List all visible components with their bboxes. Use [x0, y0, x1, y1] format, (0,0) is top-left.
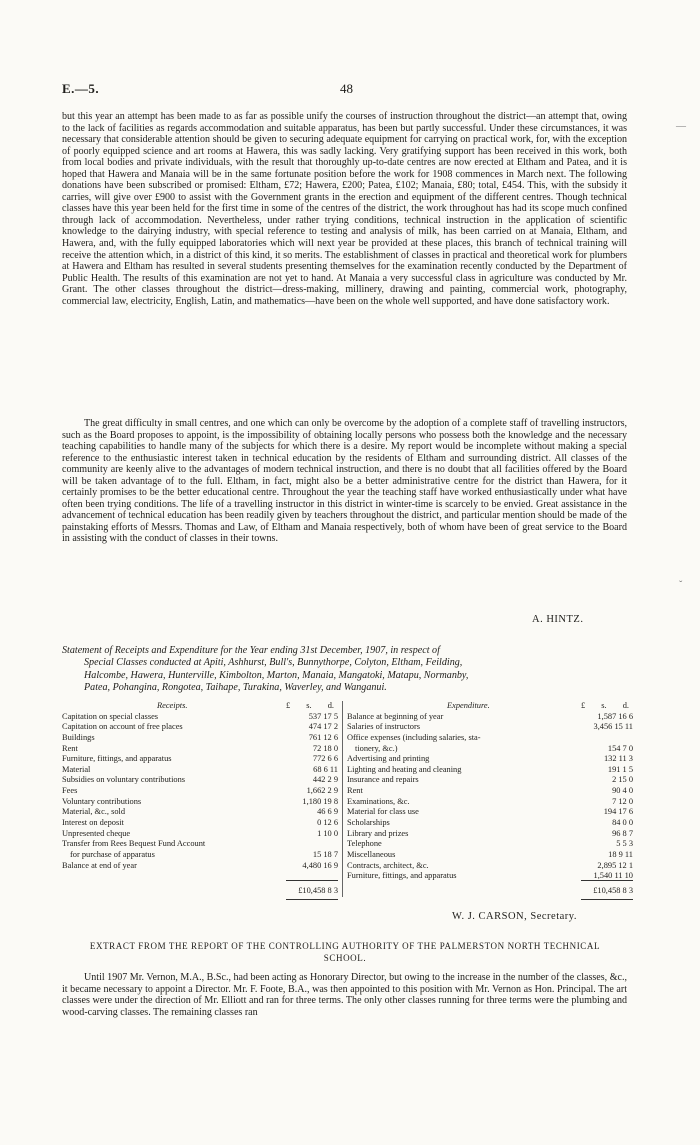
ledger-row-amount: 4,480 16 9 — [302, 860, 338, 870]
statement-line-1: Statement of Receipts and Expenditure for the Year ending 31st December, 1907, in respect of — [62, 645, 440, 656]
ledger-row-amount: 442 2 9 — [312, 775, 338, 785]
ledger-row — [347, 829, 633, 840]
ledger-row — [62, 861, 338, 872]
report-paragraph-1 — [62, 111, 627, 307]
pence-header: d. — [622, 701, 629, 710]
ledger-row — [62, 839, 338, 850]
paragraph-text: but this year an attempt has been made to as far as possible unify the courses of instruction throughout the district—an attempt that, owing to the lack of facilities as regards accommodation and suitable apparatus, has been but partly successful. Under these circumstances, it was necessary that considerable attention should be given to securing adequate equipment for carrying on practical work, for, with the exception of poorly equipped science and art rooms at Hawera, this was sadly lacking. Very gratifying support has been received in this work, both from local bodies and private individuals, with the result that thoroughly up-to-date centres are now erected at Eltham and Patea, and it is hoped that Hawera and Manaia will be in the same fortunate position before the work for 1908 commences in March next. The following donations have been subscribed or promised: Eltham, £72; Hawera, £200; Patea, £102; Manaia, £80; total, £454. This, with the subsidy it carries, will give over £900 to assist with the Government grants in the erection and equipment of the different centres. Though technical classes have this year been held for the first time in some of the centres of the district, the work throughout has had its scope much confined through lack of accommodation. Nevertheless, under rather trying conditions, technical instruction in the application of scientific knowledge to the dairying industry, with special reference to testing and analysis of milk, has been carried on at Manaia, Eltham, and Hawera, and, with the fully equipped laboratories which will next year be provided at these places, this branch of technical training will receive the attention which, in a district of this kind, it so merits. The establishment of classes in practical and theoretical work for plumbers at Hawera and Eltham has resulted in several students presenting themselves for the examination recently conducted by the Department of Public Health. The results of this examination are not yet to hand. At Manaia a very successful class in agriculture was conducted by Mr. Grant. The other classes throughout the district—dress-making, millinery, drawing and painting, commercial work, photography, commercial law, electricity, English, Latin, and mathematics—have been on the whole well supported, and have done satisfactory work. — [62, 111, 627, 307]
ledger-row — [347, 765, 633, 776]
ledger-row — [62, 850, 338, 861]
ledger-row — [347, 839, 633, 850]
ledger-row-amount: 96 8 7 — [612, 828, 633, 838]
ledger-row-amount: 761 12 6 — [308, 732, 338, 742]
ledger-row-label: Library and prizes — [347, 828, 409, 838]
ledger-row-amount: 72 18 0 — [312, 743, 338, 753]
ledger-row — [62, 733, 338, 744]
ledger-row-label: Salaries of instructors — [347, 722, 421, 732]
expenditure-title: Expenditure. — [447, 701, 490, 710]
ledger-row — [347, 861, 633, 872]
ledger-row — [62, 818, 338, 829]
ledger-row-amount: 191 1 5 — [607, 764, 633, 774]
ledger-row-label: Miscellaneous — [347, 849, 396, 859]
ledger-row — [347, 712, 633, 723]
ledger-row-label: Balance at end of year — [62, 860, 137, 870]
expenditure-column — [342, 701, 633, 897]
ledger-row-label: Unpresented cheque — [62, 828, 131, 838]
ledger-row — [62, 797, 338, 808]
ledger-row — [62, 754, 338, 765]
pence-header: d. — [327, 701, 334, 710]
margin-mark: ˇ — [679, 580, 683, 591]
ledger-row-amount: 132 11 3 — [603, 754, 633, 764]
lsd-header — [286, 701, 334, 712]
report-paragraph-3 — [62, 972, 627, 1018]
ledger-row-amount: 18 9 11 — [608, 849, 633, 859]
shillings-header: s. — [306, 701, 312, 710]
ledger-row-amount: 194 17 6 — [603, 807, 633, 817]
lsd-header — [581, 701, 629, 712]
ledger-total: £10,458 8 3 — [593, 886, 633, 895]
ledger-row-amount: 474 17 2 — [308, 722, 338, 732]
shillings-header: s. — [601, 701, 607, 710]
ledger-row — [62, 765, 338, 776]
extract-heading — [62, 941, 628, 964]
ledger-row-label: Furniture, fittings, and apparatus — [62, 754, 172, 764]
ledger-row-label: Material for class use — [347, 807, 419, 817]
ledger-row-label: Lighting and heating and cleaning — [347, 764, 462, 774]
ledger-row-label: Insurance and repairs — [347, 775, 419, 785]
ledger-row-label: Material, &c., sold — [62, 807, 126, 817]
ledger-row-amount: 2,895 12 1 — [597, 860, 633, 870]
signature-hintz: A. HINTZ. — [532, 614, 584, 625]
ledger-row — [347, 722, 633, 733]
ledger-row-label: for purchase of apparatus — [70, 849, 155, 859]
ledger-row-amount: 0 12 6 — [317, 818, 338, 828]
statement-line-2: Special Classes conducted at Apiti, Ashhurst, Bull's, Bunnythorpe, Colyton, Eltham, Feilding, — [84, 657, 463, 669]
ledger-row-amount: 46 6 9 — [317, 807, 338, 817]
total-rule — [286, 880, 338, 881]
ledger-row-label: tionery, &c.) — [355, 743, 398, 753]
total-rule — [581, 899, 633, 900]
ledger-row-amount: 537 17 5 — [308, 711, 338, 721]
ledger-row-amount: 1,662 2 9 — [306, 786, 338, 796]
ledger-row-amount: 2 15 0 — [612, 775, 633, 785]
ledger-row-label: Fees — [62, 786, 78, 796]
ledger-row-label: Buildings — [62, 732, 95, 742]
ledger-row-label: Examinations, &c. — [347, 796, 410, 806]
ledger-row-amount: 772 6 6 — [312, 754, 338, 764]
ledger-row — [62, 829, 338, 840]
ledger-row-label: Capitation on special classes — [62, 711, 159, 721]
ledger-row-amount: 90 4 0 — [612, 786, 633, 796]
statement-line-4: Patea, Pohangina, Rongotea, Taihape, Turakina, Waverley, and Wanganui. — [84, 682, 387, 694]
receipts-column — [62, 701, 338, 895]
ledger-row-label: Rent — [62, 743, 78, 753]
ledger-row-amount: 3,456 15 11 — [593, 722, 633, 732]
ledger-row-amount: 15 18 7 — [312, 849, 338, 859]
receipts-header — [62, 701, 338, 712]
extract-heading-line-2: SCHOOL. — [323, 952, 367, 963]
ledger-row — [62, 807, 338, 818]
pounds-header: £ — [581, 701, 586, 710]
extract-heading-line-1: EXTRACT FROM THE REPORT OF THE CONTROLLING AUTHORITY OF THE PALMERSTON NORTH TECHNICAL — [89, 941, 601, 951]
ledger-row-label: Balance at beginning of year — [347, 711, 444, 721]
ledger-row-label: Telephone — [347, 839, 382, 849]
expenditure-header — [347, 701, 633, 712]
receipts-title: Receipts. — [157, 701, 188, 710]
ledger-row — [347, 744, 633, 755]
report-paragraph-2 — [62, 418, 627, 545]
ledger-row — [347, 786, 633, 797]
ledger-row-amount: 1 10 0 — [317, 828, 338, 838]
ledger-row-label: Voluntary contributions — [62, 796, 142, 806]
ledger-row — [62, 712, 338, 723]
series-code: E.—5. — [62, 81, 100, 96]
ledger-row-amount: 154 7 0 — [607, 743, 633, 753]
pounds-header: £ — [286, 701, 291, 710]
ledger-row — [347, 775, 633, 786]
ledger-row — [347, 754, 633, 765]
ledger-row — [62, 775, 338, 786]
ledger-row-amount: 7 12 0 — [612, 796, 633, 806]
statement-title — [62, 645, 628, 695]
ledger-row-label: Rent — [347, 786, 363, 796]
ledger-row — [62, 744, 338, 755]
ledger-row-label: Capitation on account of free places — [62, 722, 183, 732]
total-rule — [286, 899, 338, 900]
margin-mark: ― — [676, 121, 686, 132]
total-rule — [581, 880, 633, 881]
ledger-row-label: Transfer from Rees Bequest Fund Account — [62, 839, 206, 849]
ledger-row — [347, 807, 633, 818]
signature-carson: W. J. CARSON, Secretary. — [452, 911, 577, 922]
ledger-row-label: Scholarships — [347, 818, 390, 828]
paragraph-text: Until 1907 Mr. Vernon, M.A., B.Sc., had been acting as Honorary Director, but owing to the increase in the number of the classes, &c., it became necessary to appoint a Director. Mr. F. Foote, B.A., was then appointed to this position with Mr. Vernon as Hon. Principal. The art classes were under the direction of Mr. Elliott and ran for three terms. The only other classes running for three terms were the plumbing and wood-carving classes. The remaining classes ran — [62, 972, 627, 1018]
ledger-row-amount: 5 5 3 — [616, 839, 633, 849]
ledger-row-label: Material — [62, 764, 91, 774]
paragraph-text: The great difficulty in small centres, and one which can only be overcome by the adoption of a complete staff of travelling instructors, such as the Board proposes to appoint, is the impossibility of obtaining locally persons who possess both the knowledge and the necessary teaching capabilities to handle many of the subjects for which there is a desire. My report would be incomplete without making a special reference to the enthusiastic interest taken in technical education by the residents of Eltham and surrounding district. All classes of the community are keenly alive to the advantages of modern technical instruction, and there is no doubt that all facilities offered by the Board will be taken advantage of to the full. Eltham, in fact, might also be a better administrative centre for the district than Hawera, for it certainly promises to be the better educational centre. Throughout the year the teaching staff have worked enthusiastically under what have often been trying conditions. The life of a travelling instructor in this district in winter-time is scarcely to be envied. Great assistance in the advancement of technical education has been readily given by teachers throughout the district, and particular mention should be made of the painstaking efforts of Messrs. Thomas and Law, of Eltham and Manaia respectively, both of whom have been of great service to the Board in assisting with the conduct of classes in their towns. — [62, 418, 627, 545]
ledger-row-amount: 1,540 11 10 — [593, 871, 633, 881]
ledger-row-amount: 1,180 19 8 — [302, 796, 338, 806]
ledger-row-amount: 68 6 11 — [313, 764, 338, 774]
ledger-row-amount: 1,587 16 6 — [597, 711, 633, 721]
ledger-row-label: Contracts, architect, &c. — [347, 860, 429, 870]
ledger-row-label: Furniture, fittings, and apparatus — [347, 871, 457, 881]
ledger-row-label: Advertising and printing — [347, 754, 430, 764]
ledger-row — [347, 818, 633, 829]
statement-line-3: Halcombe, Hawera, Hunterville, Kimbolton, Marton, Manaia, Mangatoki, Matapu, Normanby, — [84, 669, 469, 681]
ledger-row-label: Subsidies on voluntary contributions — [62, 775, 186, 785]
ledger-row — [347, 850, 633, 861]
ledger-row-amount: 84 0 0 — [612, 818, 633, 828]
ledger-row — [62, 722, 338, 733]
ledger-row — [347, 797, 633, 808]
page-number: 48 — [340, 81, 353, 96]
ledger-total: £10,458 8 3 — [298, 886, 338, 895]
ledger-row-label: Interest on deposit — [62, 818, 124, 828]
ledger-row-label: Office expenses (including salaries, sta- — [347, 732, 481, 742]
ledger-row — [62, 786, 338, 797]
ledger-row — [347, 733, 633, 744]
